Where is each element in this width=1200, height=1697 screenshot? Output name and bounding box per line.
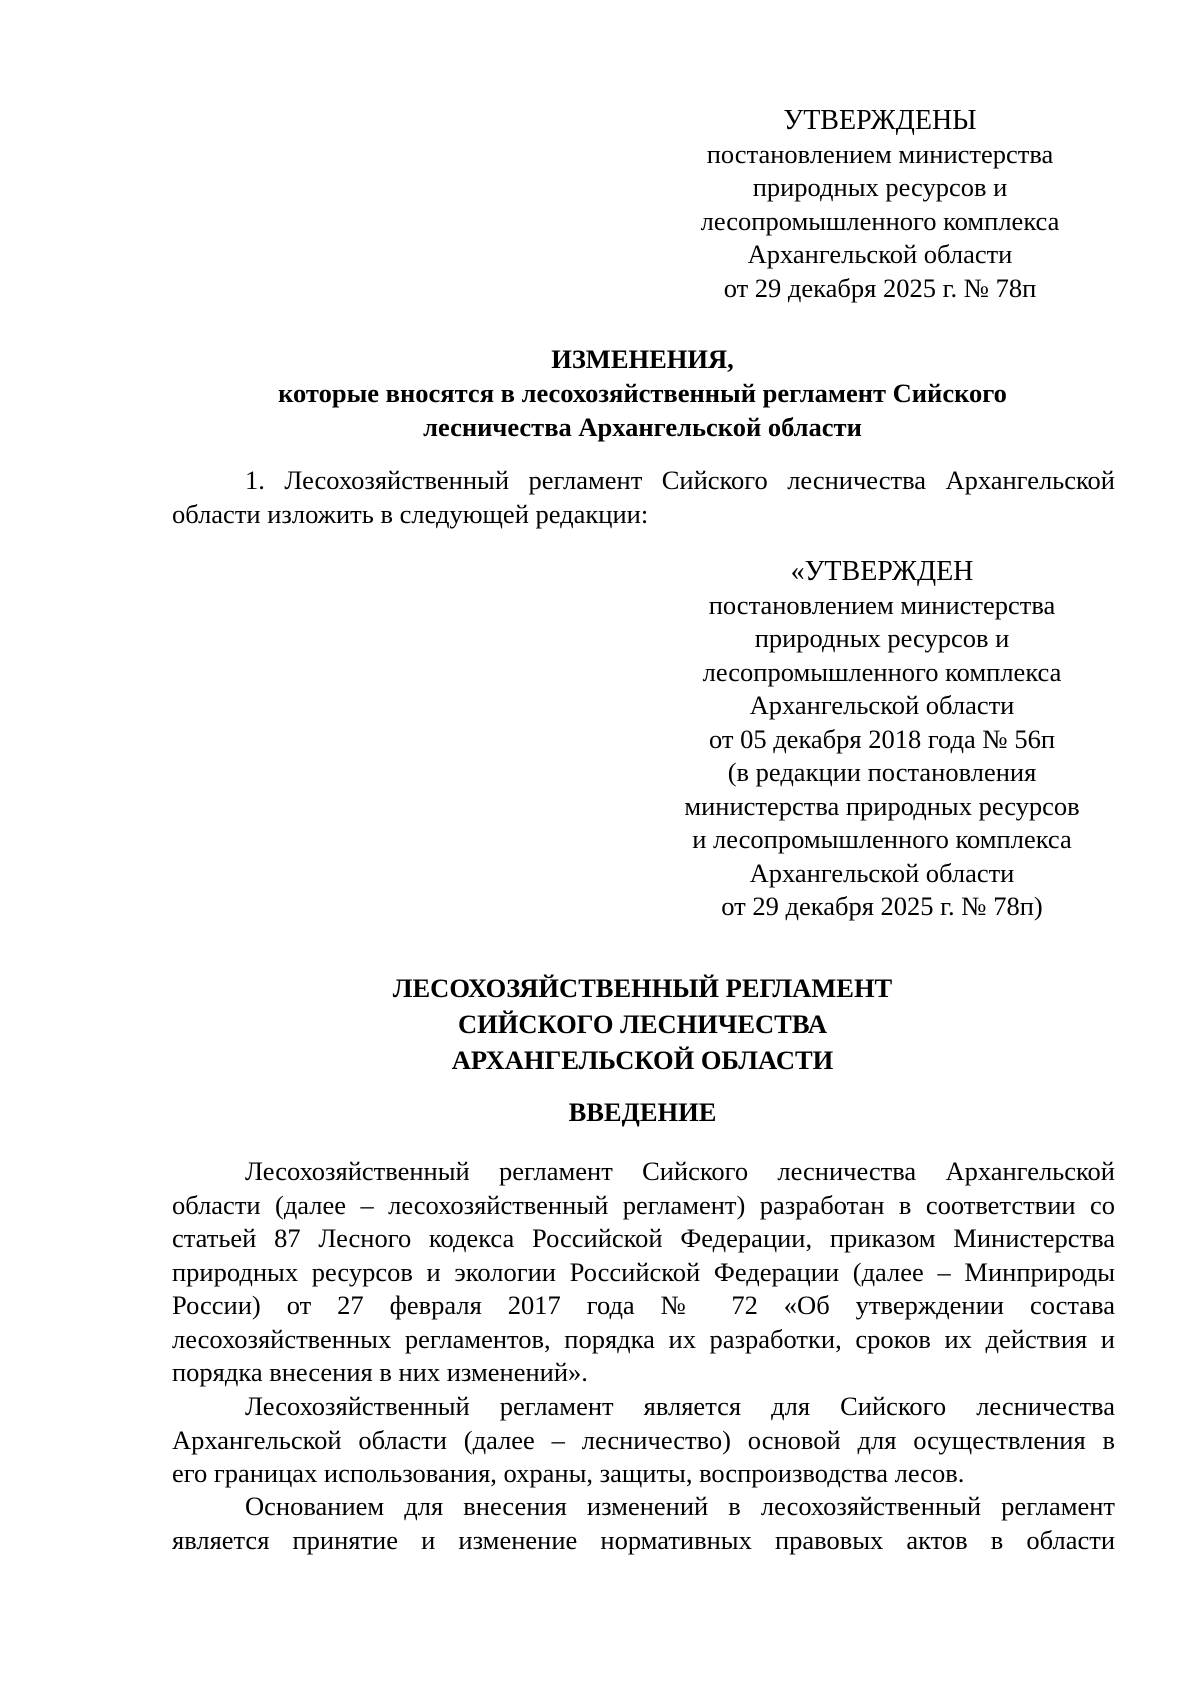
paragraph-line: статьей 87 Лесного кодекса Российской Федерации, приказом Министерства: [172, 1223, 1115, 1253]
approval-line: постановлением министерства: [706, 138, 1054, 169]
approval-line: природных ресурсов и: [752, 172, 1008, 202]
paragraph-line: 1. Лесохозяйственный регламент Сийского лесничества Архангельской: [245, 465, 1115, 495]
paragraph-line: Архангельской области (далее – лесничество) основой для осуществления в: [172, 1424, 1115, 1455]
approval-line: от 29 декабря 2025 г. № 78п): [721, 891, 1043, 921]
approval-line: и лесопромышленного комплекса: [692, 824, 1072, 854]
regulation-title-line: СИЙСКОГО ЛЕСНИЧЕСТВА: [458, 1009, 827, 1039]
approval-heading: УТВЕРЖДЕНЫ: [783, 105, 977, 136]
paragraph-line: природных ресурсов и экологии Российской Федерации (далее – Минприроды: [172, 1256, 1115, 1287]
approval-line: от 29 декабря 2025 г. № 78п: [723, 272, 1037, 303]
approval-stamp-inner: [662, 555, 1102, 924]
regulation-title: [170, 970, 1115, 1078]
changes-subtitle-line: которые вносятся в лесохозяйственный регламент Сийского: [278, 378, 1007, 408]
approval-line: природных ресурсов и: [754, 623, 1010, 653]
item-1-paragraph: [172, 464, 1115, 531]
paragraph-line: России) от 27 февраля 2017 года № 72 «Об утверждении состава: [172, 1290, 1115, 1320]
intro-paragraph-1: [172, 1155, 1115, 1390]
approval-line: постановлением министерства: [708, 589, 1056, 620]
paragraph-line: является принятие и изменение нормативных правовых актов в области: [172, 1524, 1115, 1555]
approval-line: Архангельской области: [747, 239, 1013, 269]
approval-heading: «УТВЕРЖДЕН: [790, 556, 974, 587]
changes-heading: ИЗМЕНЕНИЯ,: [551, 344, 734, 374]
intro-paragraph-2: [172, 1390, 1115, 1491]
paragraph-line: Лесохозяйственный регламент Сийского лесничества Архангельской: [245, 1156, 1115, 1186]
regulation-title-line: ЛЕСОХОЗЯЙСТВЕННЫЙ РЕГЛАМЕНТ: [392, 973, 893, 1003]
paragraph-line: Основанием для внесения изменений в лесохозяйственный регламент: [245, 1491, 1115, 1521]
paragraph-line: лесохозяйственных регламентов, порядка их разработки, сроков их действия и: [172, 1323, 1115, 1354]
changes-subtitle-line: лесничества Архангельской области: [423, 412, 862, 442]
paragraph-line: области (далее – лесохозяйственный регламент) разработан в соответствии со: [172, 1189, 1115, 1220]
changes-title: [170, 342, 1115, 444]
regulation-title-line: АРХАНГЕЛЬСКОЙ ОБЛАСТИ: [451, 1045, 834, 1075]
approval-line: министерства природных ресурсов: [684, 790, 1080, 821]
paragraph-line: области изложить в следующей редакции:: [172, 498, 649, 529]
section-heading: ВВЕДЕНИЕ: [568, 1097, 717, 1127]
introduction-heading: [170, 1094, 1115, 1130]
approval-line: от 05 декабря 2018 года № 56п: [708, 723, 1056, 754]
paragraph-line: порядка внесения в них изменений».: [172, 1357, 588, 1387]
approval-line: Архангельской области: [749, 690, 1015, 720]
paragraph-line: Лесохозяйственный регламент является для Сийского лесничества: [245, 1391, 1115, 1421]
approval-line: Архангельской области: [749, 857, 1015, 888]
paragraph-line: его границах использования, охраны, защиты, воспроизводства лесов.: [172, 1458, 965, 1488]
approval-stamp-top: [650, 104, 1110, 305]
approval-line: лесопромышленного комплекса: [700, 205, 1060, 236]
approval-line: (в редакции постановления: [727, 757, 1037, 787]
approval-line: лесопромышленного комплекса: [702, 656, 1062, 687]
intro-paragraph-3: [172, 1490, 1115, 1557]
